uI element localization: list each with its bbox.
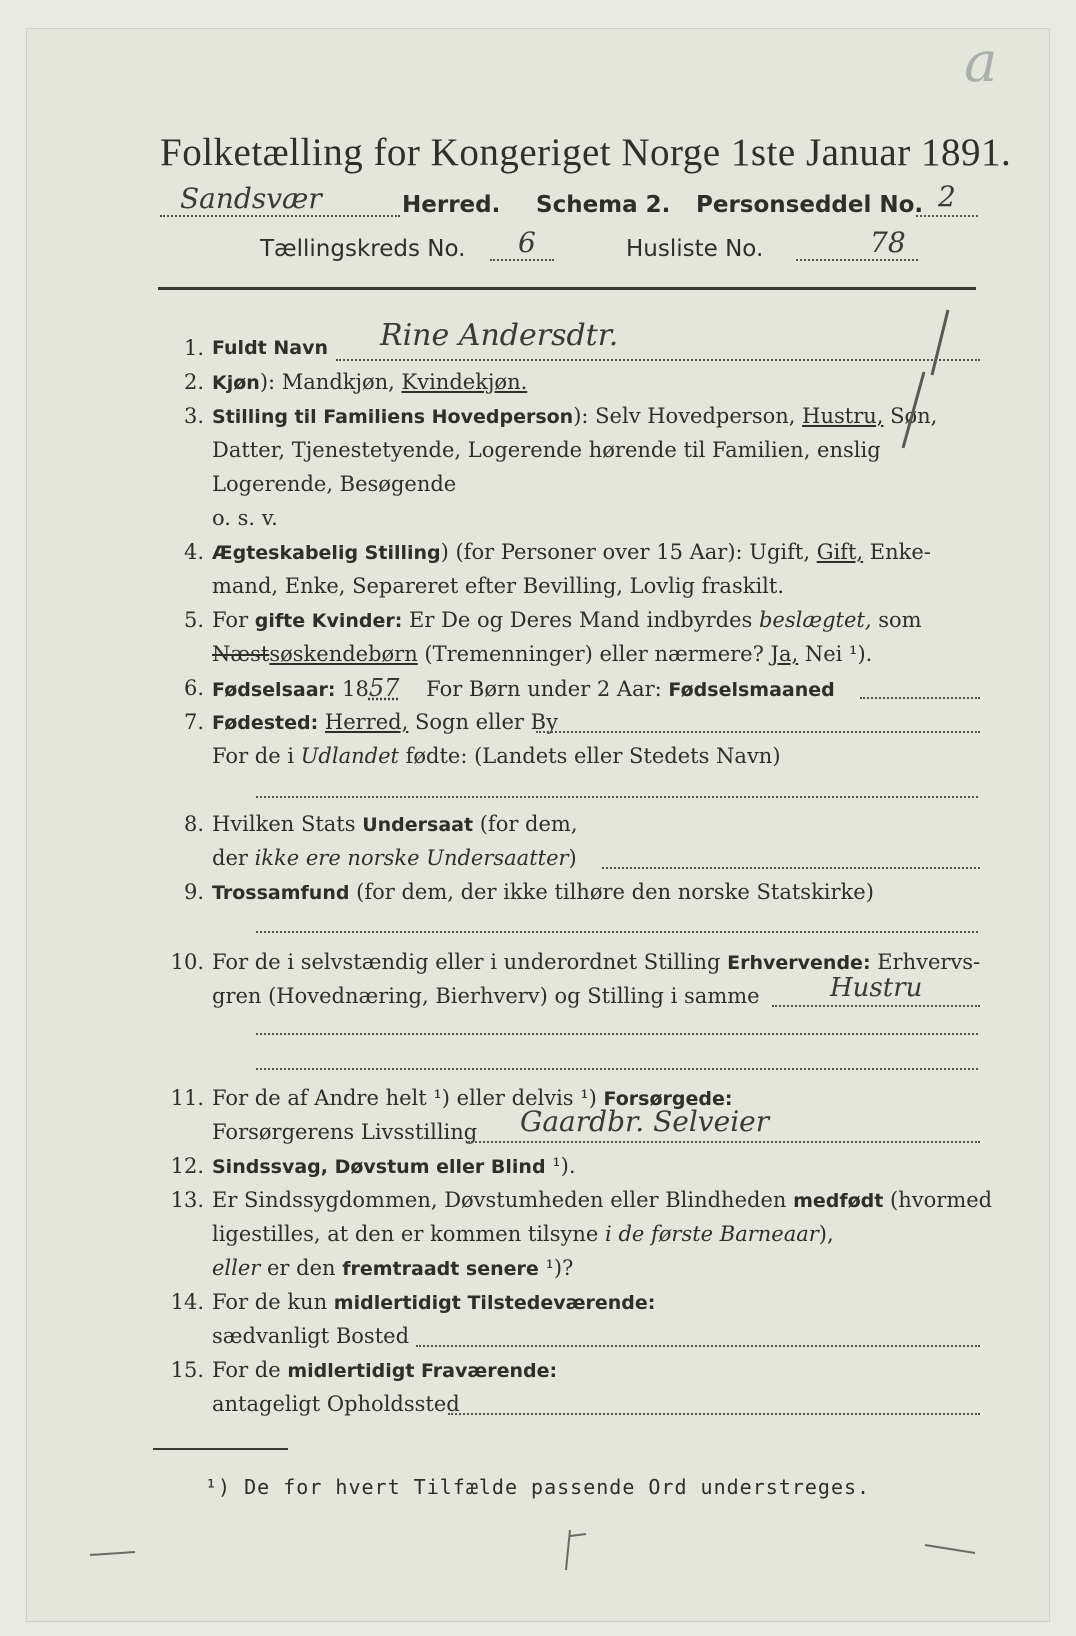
occupation-value: Hustru (830, 973, 923, 1003)
marital-status-selected: Gift, (816, 540, 864, 564)
personseddel-value: 2 (938, 180, 956, 213)
corner-scratch-right (925, 1545, 975, 1553)
item-1-label: Fuldt Navn (212, 337, 329, 359)
corner-scratch-left (90, 1552, 135, 1555)
gender-selected: Kvindekjøn. (401, 370, 528, 394)
form-title: Folketælling for Kongeriget Norge 1ste Januar 1891. (160, 131, 1012, 174)
personseddel-label: Personseddel No. (696, 192, 924, 218)
family-position-selected: Hustru, (802, 404, 884, 428)
taellingskreds-label: Tællingskreds No. (260, 236, 466, 262)
related-answer-selected: Ja, (770, 642, 799, 666)
margin-tick-mark (932, 310, 948, 375)
herred-value: Sandsvær (180, 182, 322, 215)
corner-mark: a (964, 30, 998, 95)
taellingskreds-value: 6 (518, 226, 536, 259)
center-bottom-mark (566, 1530, 586, 1570)
husliste-label: Husliste No. (626, 236, 764, 262)
birthplace-selected: Herred, (324, 710, 409, 734)
footnote: ¹) De for hvert Tilfælde passende Ord understreges. (205, 1475, 871, 1499)
herred-label: Herred. (402, 192, 501, 218)
schema-label: Schema 2. (536, 192, 671, 218)
birth-year-value: 57 (368, 674, 400, 702)
provider-occupation-value: Gaardbr. Selveier (520, 1105, 770, 1138)
full-name-value: Rine Andersdtr. (380, 318, 619, 353)
husliste-value: 78 (870, 226, 906, 259)
margin-tick-mark-2 (903, 372, 924, 448)
